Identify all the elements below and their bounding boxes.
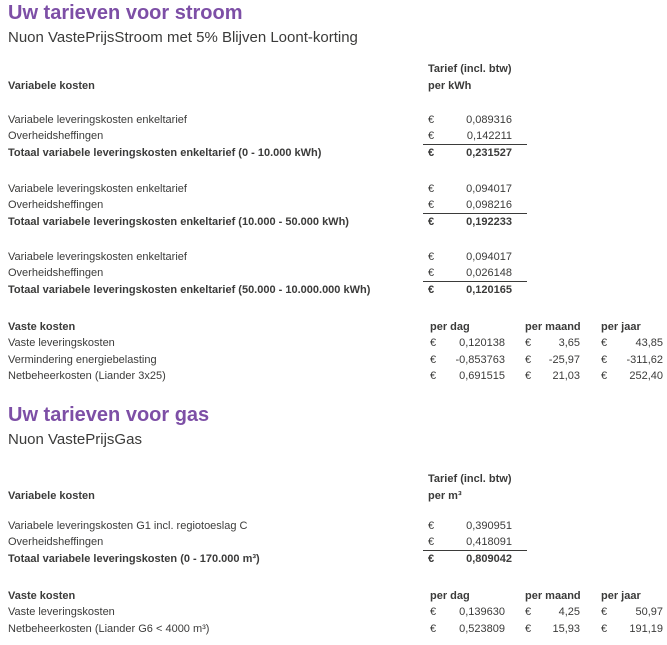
tariff-incl-btw-header: Tarief (incl. btw): [428, 63, 512, 75]
per-jaar-value: 43,85: [635, 337, 663, 349]
euro-symbol: €: [428, 114, 435, 126]
per-m3-header: per m³: [428, 490, 462, 502]
euro-symbol: €: [430, 370, 437, 382]
row-value: 0,094017: [466, 183, 512, 195]
euro-symbol: €: [428, 199, 435, 211]
table-row: [0, 181, 667, 198]
row-value: 0,026148: [466, 267, 512, 279]
euro-symbol: €: [428, 251, 435, 263]
per-jaar-value: 252,40: [629, 370, 663, 382]
vaste-kosten-header-row: [0, 319, 667, 336]
per-maand-value: -25,97: [548, 354, 580, 366]
vaste-kosten-header: Vaste kosten: [8, 590, 76, 602]
row-label: Variabele leveringskosten G1 incl. regiotoeslag C: [8, 520, 248, 532]
row-label: Totaal variabele leveringskosten enkeltarief (0 - 10.000 kWh): [8, 147, 322, 159]
per-dag-value: 0,120138: [459, 337, 505, 349]
per-jaar-value: 50,97: [635, 606, 663, 618]
euro-symbol: €: [428, 284, 435, 296]
per-maand-value: 3,65: [558, 337, 580, 349]
row-value: 0,192233: [466, 216, 512, 228]
euro-symbol: €: [430, 623, 437, 635]
row-label: Overheidsheffingen: [8, 536, 104, 548]
euro-symbol: €: [430, 354, 437, 366]
euro-symbol: €: [428, 183, 435, 195]
table-row: [0, 265, 667, 282]
euro-symbol: €: [601, 623, 608, 635]
euro-symbol: €: [428, 520, 435, 532]
per-jaar-value: 191,19: [629, 623, 663, 635]
euro-symbol: €: [428, 553, 435, 565]
tariff-incl-btw-header: Tarief (incl. btw): [428, 473, 512, 485]
row-label: Overheidsheffingen: [8, 267, 104, 279]
table-row: [0, 335, 667, 352]
table-row: [0, 352, 667, 369]
table-row: [0, 249, 667, 266]
table-row: [0, 112, 667, 129]
euro-symbol: €: [428, 147, 435, 159]
row-value: 0,094017: [466, 251, 512, 263]
table-row: [0, 534, 667, 551]
per-maand-value: 15,93: [552, 623, 580, 635]
table-row: [0, 621, 667, 638]
row-label: Overheidsheffingen: [8, 130, 104, 142]
per-dag-value: 0,523809: [459, 623, 505, 635]
per-dag-value: 0,691515: [459, 370, 505, 382]
stroom-product-name: Nuon VastePrijsStroom met 5% Blijven Loont-korting: [8, 29, 358, 46]
per-dag-value: 0,139630: [459, 606, 505, 618]
euro-symbol: €: [601, 337, 608, 349]
table-row: [0, 128, 667, 145]
row-value: 0,089316: [466, 114, 512, 126]
euro-symbol: €: [428, 267, 435, 279]
per-maand-value: 4,25: [558, 606, 580, 618]
row-value: 0,390951: [466, 520, 512, 532]
stroom-tariff-header-row: [0, 61, 667, 78]
per-dag-value: -0,853763: [455, 354, 505, 366]
euro-symbol: €: [525, 370, 532, 382]
euro-symbol: €: [428, 536, 435, 548]
table-total-row: [0, 214, 667, 231]
row-value: 0,098216: [466, 199, 512, 211]
euro-symbol: €: [601, 606, 608, 618]
euro-symbol: €: [428, 130, 435, 142]
euro-symbol: €: [430, 337, 437, 349]
stroom-variabele-header-row: [0, 78, 667, 95]
table-row: [0, 197, 667, 214]
gas-tariff-header-row: [0, 471, 667, 488]
row-label: Vaste leveringskosten: [8, 606, 115, 618]
per-dag-header: per dag: [430, 590, 470, 602]
row-label: Variabele leveringskosten enkeltarief: [8, 251, 187, 263]
row-label: Netbeheerkosten (Liander 3x25): [8, 370, 166, 382]
euro-symbol: €: [525, 354, 532, 366]
table-total-row: [0, 282, 667, 299]
per-maand-header: per maand: [525, 590, 581, 602]
per-jaar-header: per jaar: [601, 321, 641, 333]
per-maand-header: per maand: [525, 321, 581, 333]
gas-variabele-header-row: [0, 488, 667, 505]
per-maand-value: 21,03: [552, 370, 580, 382]
row-value: 0,418091: [466, 536, 512, 548]
row-label: Totaal variabele leveringskosten (0 - 170.000 m³): [8, 553, 260, 565]
euro-symbol: €: [601, 370, 608, 382]
gas-section-title: Uw tarieven voor gas: [8, 404, 210, 426]
euro-symbol: €: [430, 606, 437, 618]
euro-symbol: €: [525, 337, 532, 349]
table-row: [0, 604, 667, 621]
variabele-kosten-header: Variabele kosten: [8, 80, 95, 92]
euro-symbol: €: [525, 623, 532, 635]
per-jaar-header: per jaar: [601, 590, 641, 602]
row-label: Netbeheerkosten (Liander G6 < 4000 m³): [8, 623, 210, 635]
row-label: Variabele leveringskosten enkeltarief: [8, 114, 187, 126]
row-label: Totaal variabele leveringskosten enkeltarief (50.000 - 10.000.000 kWh): [8, 284, 371, 296]
stroom-section-title: Uw tarieven voor stroom: [8, 2, 243, 24]
table-total-row: [0, 145, 667, 162]
euro-symbol: €: [601, 354, 608, 366]
gas-product-name: Nuon VastePrijsGas: [8, 431, 142, 448]
table-total-row: [0, 551, 667, 568]
row-label: Vaste leveringskosten: [8, 337, 115, 349]
per-kwh-header: per kWh: [428, 80, 472, 92]
row-label: Vermindering energiebelasting: [8, 354, 157, 366]
variabele-kosten-header: Variabele kosten: [8, 490, 95, 502]
row-value: 0,142211: [466, 130, 512, 142]
euro-symbol: €: [525, 606, 532, 618]
euro-symbol: €: [428, 216, 435, 228]
row-label: Overheidsheffingen: [8, 199, 104, 211]
vaste-kosten-header: Vaste kosten: [8, 321, 76, 333]
row-label: Variabele leveringskosten enkeltarief: [8, 183, 187, 195]
per-jaar-value: -311,62: [626, 354, 663, 366]
table-row: [0, 368, 667, 385]
row-value: 0,809042: [466, 553, 512, 565]
row-label: Totaal variabele leveringskosten enkeltarief (10.000 - 50.000 kWh): [8, 216, 349, 228]
row-value: 0,231527: [466, 147, 512, 159]
vaste-kosten-header-row: [0, 588, 667, 605]
per-dag-header: per dag: [430, 321, 470, 333]
row-value: 0,120165: [466, 284, 512, 296]
table-row: [0, 518, 667, 535]
